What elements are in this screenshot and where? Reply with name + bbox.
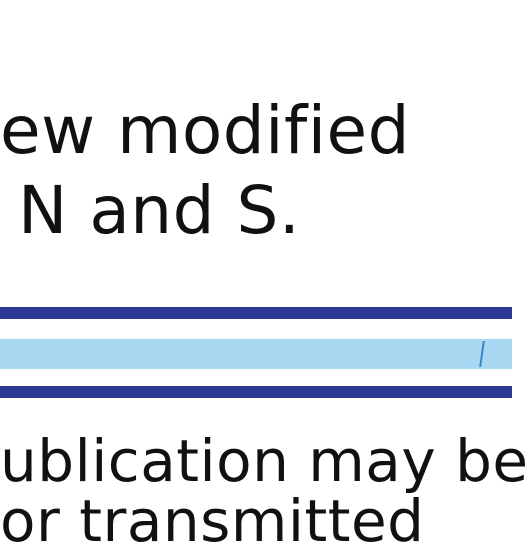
text-line-3: ublication may be (0, 427, 529, 495)
text-line-4-partial: or transmitted (0, 487, 425, 555)
text-line-2: N and S. (18, 172, 301, 249)
light-blue-band (0, 339, 512, 369)
top-blue-rule (0, 307, 512, 319)
bottom-blue-rule (0, 386, 512, 398)
text-line-1: ew modified (0, 92, 411, 169)
